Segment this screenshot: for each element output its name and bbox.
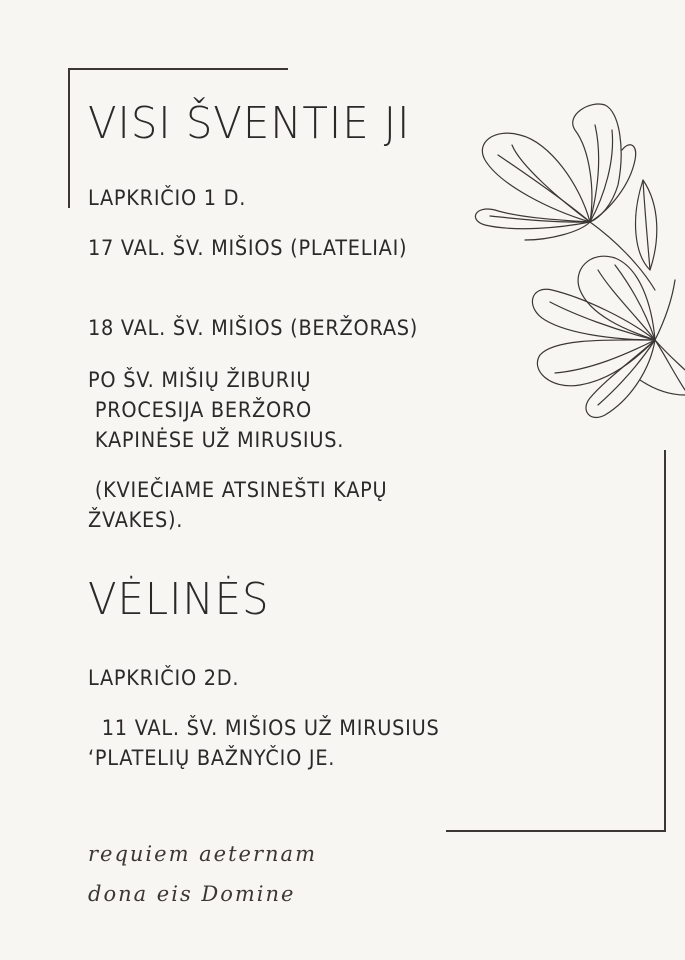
section2-title: VĖLINĖS <box>88 574 270 625</box>
section1-date: LAPKRIČIO 1 D. <box>88 186 247 210</box>
section2-mass-line-2: ‘PLATELIŲ BAŽNYČIO JE. <box>88 746 336 770</box>
procession-line-3: KAPINĖSE UŽ MIRUSIUS. <box>88 428 345 452</box>
procession-line-1: PO ŠV. MIŠIŲ ŽIBURIŲ <box>88 368 312 392</box>
section1-mass-2: 18 VAL. ŠV. MIŠIOS (BERŽORAS) <box>88 316 419 340</box>
invite-line-2: ŽVAKES). <box>88 508 184 532</box>
procession-line-2: PROCESIJA BERŽORO <box>88 398 313 422</box>
line-art-flowers-icon <box>440 90 685 440</box>
frame-corner-bottom-right <box>446 450 666 832</box>
invite-line-1: (KVIEČIAME ATSINEŠTI KAPŲ <box>88 478 388 502</box>
section2-date: LAPKRIČIO 2D. <box>88 666 240 690</box>
closing-line-1: requiem aeternam <box>88 842 317 866</box>
closing-line-2: dona eis Domine <box>88 882 296 906</box>
section1-mass-1: 17 VAL. ŠV. MIŠIOS (PLATELIAI) <box>88 236 408 260</box>
section2-mass-line-1: 11 VAL. ŠV. MIŠIOS UŽ MIRUSIUS <box>88 716 440 740</box>
section1-title: VISI ŠVENTIE JI <box>88 98 411 149</box>
